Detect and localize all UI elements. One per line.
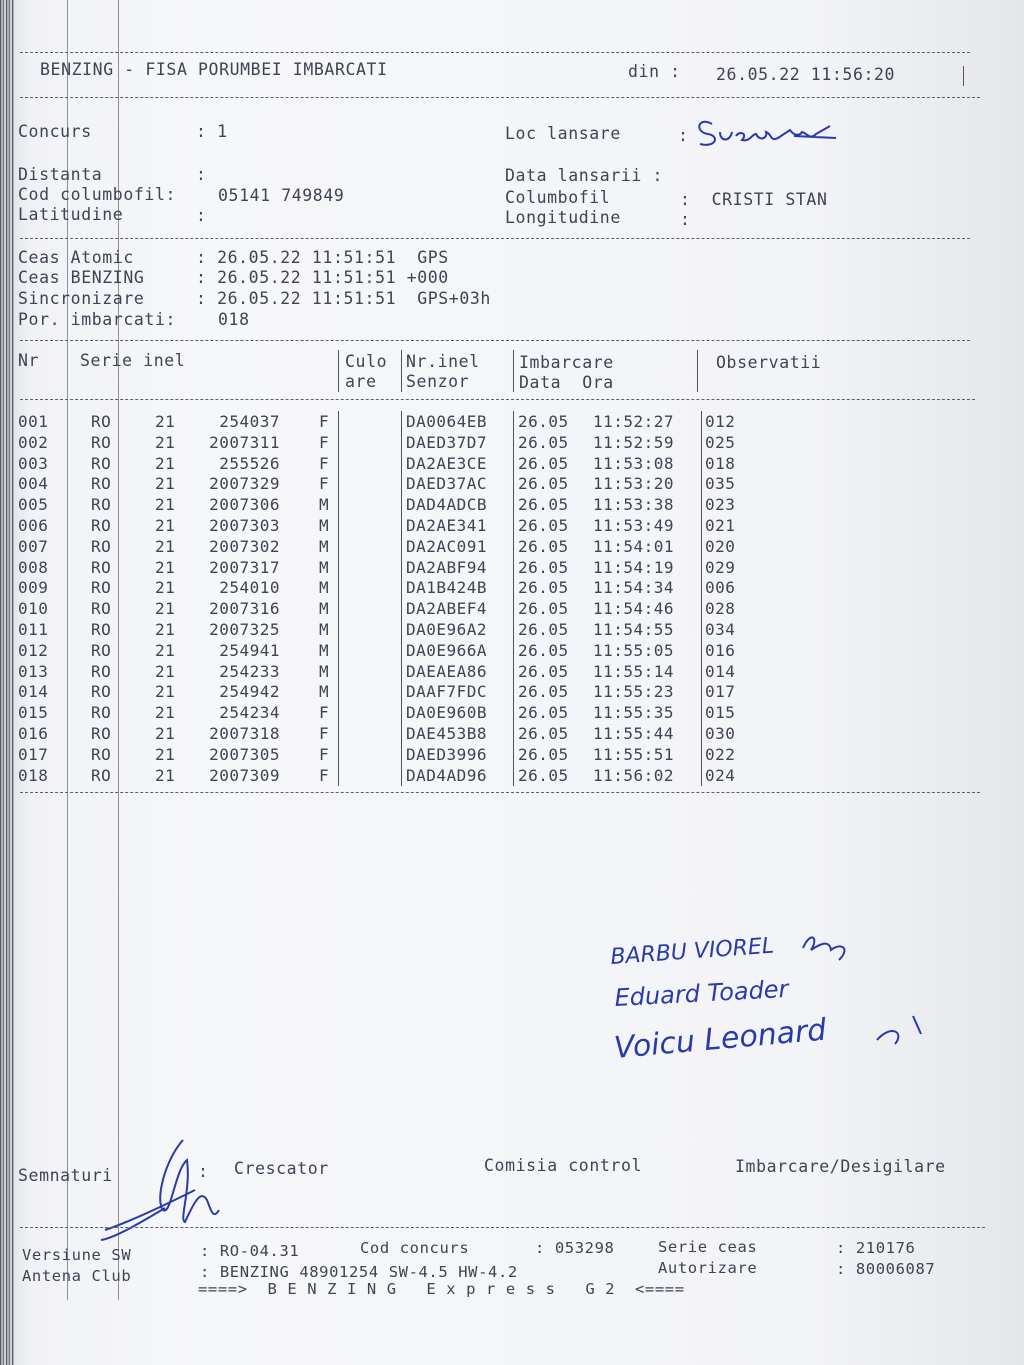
row-inel: 254037 <box>219 412 280 431</box>
row-an: 21 <box>155 432 176 452</box>
row-inel: 2007329 <box>209 474 280 494</box>
row-data: 26.05 <box>518 578 569 598</box>
row-data: 26.05 <box>518 557 569 577</box>
col-serie-inel: Serie inel <box>80 351 186 370</box>
col-nr-inel-1: Nr.inel <box>406 352 480 371</box>
rule <box>401 350 402 392</box>
row-ora: 11:56:02 <box>593 765 675 785</box>
row-data: 26.05 <box>518 661 569 681</box>
col-culoare-2: are <box>345 372 377 391</box>
row-nr: 005 <box>18 495 49 515</box>
row-senzor: DAED37D7 <box>406 432 488 452</box>
row-data: 26.05 <box>518 412 569 431</box>
row-ora: 11:55:23 <box>593 682 675 702</box>
row-tara: RO <box>91 412 112 431</box>
row-ora: 11:53:08 <box>593 453 675 473</box>
rule <box>20 238 970 239</box>
row-data: 26.05 <box>518 495 569 515</box>
row-observatii: 017 <box>705 682 736 702</box>
row-nr: 016 <box>18 724 49 743</box>
row-senzor: DA2ABEF4 <box>406 599 488 619</box>
table-row <box>14 724 759 744</box>
rule <box>963 66 964 86</box>
row-observatii: 014 <box>705 661 736 681</box>
row-nr: 006 <box>18 516 49 535</box>
row-nr: 004 <box>18 474 49 494</box>
row-senzor: DA0E96A2 <box>406 620 488 639</box>
row-sex: F <box>319 474 330 494</box>
row-tara: RO <box>91 599 112 619</box>
row-senzor: DA1B424B <box>406 578 488 598</box>
row-senzor: DAED37AC <box>406 474 488 494</box>
row-inel: 2007302 <box>209 536 280 556</box>
rule <box>338 350 339 392</box>
row-nr: 014 <box>18 682 49 702</box>
row-ora: 11:55:14 <box>593 661 675 681</box>
row-nr: 008 <box>18 557 49 577</box>
crescator-label: Crescator <box>234 1159 329 1178</box>
row-inel: 2007325 <box>209 620 280 639</box>
row-ora: 11:54:34 <box>593 578 675 598</box>
loc-lansare-handwritten <box>690 112 850 152</box>
row-sex: M <box>319 495 330 515</box>
rule <box>20 792 980 793</box>
antena-club-value: : BENZING 48901254 SW-4.5 HW-4.2 <box>200 1263 518 1281</box>
row-senzor: DA2AE3CE <box>406 453 488 473</box>
table-row <box>14 682 759 702</box>
table-row <box>14 454 759 474</box>
row-nr: 009 <box>18 578 49 598</box>
row-an: 21 <box>155 557 176 577</box>
row-data: 26.05 <box>518 682 569 702</box>
col-observatii: Observatii <box>716 353 822 372</box>
table-row <box>14 766 759 786</box>
porumbei-imbarcati-value: 018 <box>218 310 250 329</box>
row-tara: RO <box>91 765 112 785</box>
row-sex: M <box>319 620 330 639</box>
columbofil-label: Columbofil <box>505 188 611 207</box>
row-an: 21 <box>155 744 176 764</box>
row-an: 21 <box>155 474 176 494</box>
row-tara: RO <box>91 620 112 639</box>
row-sex: F <box>319 453 330 473</box>
latitudine-value: : <box>196 206 207 225</box>
row-inel: 2007311 <box>209 432 280 452</box>
rule <box>513 350 514 392</box>
row-tara: RO <box>91 557 112 577</box>
row-senzor: DAD4AD96 <box>406 765 488 785</box>
row-nr: 015 <box>18 703 49 723</box>
table-row <box>14 558 759 578</box>
row-observatii: 029 <box>705 557 736 577</box>
row-sex: F <box>319 765 330 785</box>
row-tara: RO <box>91 536 112 556</box>
row-data: 26.05 <box>518 453 569 473</box>
row-observatii: 028 <box>705 599 736 619</box>
row-nr: 011 <box>18 620 49 639</box>
table-row <box>14 578 759 598</box>
table-row <box>14 474 759 494</box>
table-row <box>14 662 759 682</box>
row-senzor: DAED3996 <box>406 744 488 764</box>
row-nr: 007 <box>18 536 49 556</box>
row-nr: 018 <box>18 765 49 785</box>
col-imbarcare-2: Data Ora <box>519 373 614 392</box>
table-row <box>14 703 759 723</box>
semnaturi-colon: : <box>198 1162 209 1181</box>
date-label: din : <box>628 62 681 81</box>
ceas-atomic-value: : 26.05.22 11:51:51 GPS <box>196 248 449 267</box>
row-an: 21 <box>155 765 176 785</box>
sincronizare-value: : 26.05.22 11:51:51 GPS+03h <box>196 289 491 308</box>
print-date: 26.05.22 11:56:20 <box>716 65 896 84</box>
sincronizare-label: Sincronizare <box>18 289 145 308</box>
document-title: BENZING - FISA PORUMBEI IMBARCATI <box>40 60 388 79</box>
row-observatii: 022 <box>705 744 736 764</box>
row-observatii: 021 <box>705 516 736 535</box>
ceas-atomic-label: Ceas Atomic <box>18 248 134 267</box>
concurs-value: : 1 <box>196 122 228 141</box>
row-ora: 11:54:46 <box>593 599 675 619</box>
porumbei-imbarcati-label: Por. imbarcati: <box>18 310 177 329</box>
row-inel: 254233 <box>219 661 280 681</box>
row-nr: 017 <box>18 744 49 764</box>
row-senzor: DA0E960B <box>406 703 488 723</box>
row-sex: M <box>319 536 330 556</box>
row-inel: 2007306 <box>209 495 280 515</box>
row-ora: 11:52:59 <box>593 432 675 452</box>
table-row <box>14 433 759 453</box>
row-observatii: 023 <box>705 495 736 515</box>
table-row <box>14 537 759 557</box>
rule <box>401 411 402 786</box>
row-tara: RO <box>91 724 112 743</box>
rule <box>20 1227 985 1228</box>
row-an: 21 <box>155 536 176 556</box>
row-observatii: 018 <box>705 453 736 473</box>
row-ora: 11:55:44 <box>593 724 675 743</box>
row-tara: RO <box>91 578 112 598</box>
row-data: 26.05 <box>518 536 569 556</box>
row-ora: 11:53:20 <box>593 474 675 494</box>
ceas-benzing-label: Ceas BENZING <box>18 268 145 287</box>
imbarcare-desigilare-label: Imbarcare/Desigilare <box>735 1157 946 1176</box>
row-inel: 254942 <box>219 682 280 702</box>
row-data: 26.05 <box>518 744 569 764</box>
row-nr: 010 <box>18 599 49 619</box>
row-ora: 11:52:27 <box>593 412 675 431</box>
row-observatii: 015 <box>705 703 736 723</box>
row-inel: 2007303 <box>209 516 280 535</box>
handwritten-committee-names <box>605 920 945 1080</box>
row-data: 26.05 <box>518 516 569 535</box>
row-observatii: 034 <box>705 620 736 639</box>
row-tara: RO <box>91 703 112 723</box>
row-tara: RO <box>91 495 112 515</box>
row-data: 26.05 <box>518 432 569 452</box>
rule <box>20 52 970 53</box>
row-ora: 11:54:55 <box>593 620 675 639</box>
row-observatii: 024 <box>705 765 736 785</box>
row-an: 21 <box>155 724 176 743</box>
comisia-control-label: Comisia control <box>484 1156 643 1175</box>
row-sex: F <box>319 744 330 764</box>
row-an: 21 <box>155 640 176 660</box>
rule <box>20 340 970 341</box>
row-inel: 2007317 <box>209 557 280 577</box>
longitudine-label: Longitudine <box>505 208 621 227</box>
antena-club-label: Antena Club <box>22 1267 132 1285</box>
row-an: 21 <box>155 516 176 535</box>
distanta-value: : <box>196 165 207 184</box>
row-observatii: 020 <box>705 536 736 556</box>
row-inel: 2007309 <box>209 765 280 785</box>
row-inel: 254941 <box>219 640 280 660</box>
data-lansarii-label: Data lansarii : <box>505 166 664 185</box>
row-tara: RO <box>91 661 112 681</box>
row-sex: M <box>319 578 330 598</box>
rule <box>697 350 698 392</box>
row-observatii: 016 <box>705 640 736 660</box>
row-observatii: 035 <box>705 474 736 494</box>
row-observatii: 025 <box>705 432 736 452</box>
row-ora: 11:54:19 <box>593 557 675 577</box>
row-data: 26.05 <box>518 599 569 619</box>
cod-concurs-value: : 053298 <box>535 1239 615 1257</box>
crescator-signature <box>95 1130 245 1250</box>
versiune-sw-label: Versiune SW <box>22 1246 132 1264</box>
row-sex: M <box>319 557 330 577</box>
row-an: 21 <box>155 682 176 702</box>
row-senzor: DA2AC091 <box>406 536 488 556</box>
row-senzor: DAE453B8 <box>406 724 488 743</box>
row-inel: 2007318 <box>209 724 280 743</box>
handwritten-name: BARBU VIOREL <box>609 933 775 970</box>
row-observatii: 006 <box>705 578 736 598</box>
rule <box>513 411 514 786</box>
latitudine-label: Latitudine <box>18 205 124 224</box>
row-ora: 11:55:35 <box>593 703 675 723</box>
col-nr-inel-2: Senzor <box>406 372 470 391</box>
benzing-express-banner: ====> B E N Z I N G E x p r e s s G 2 <==== <box>198 1280 685 1298</box>
handwritten-name: Voicu Leonard <box>612 1012 828 1066</box>
row-senzor: DAEAEA86 <box>406 661 488 681</box>
table-row <box>14 599 759 619</box>
row-an: 21 <box>155 599 176 619</box>
versiune-sw-value: : RO-04.31 <box>200 1242 300 1260</box>
row-tara: RO <box>91 640 112 660</box>
row-data: 26.05 <box>518 640 569 660</box>
row-data: 26.05 <box>518 765 569 785</box>
row-an: 21 <box>155 578 176 598</box>
serie-ceas-label: Serie ceas <box>658 1238 758 1256</box>
row-ora: 11:53:38 <box>593 495 675 515</box>
row-ora: 11:55:05 <box>593 640 675 660</box>
row-observatii: 012 <box>705 412 736 431</box>
longitudine-value: : <box>680 210 691 229</box>
col-culoare-1: Culo <box>345 352 388 371</box>
row-nr: 001 <box>18 412 49 431</box>
distanta-label: Distanta <box>18 165 103 184</box>
row-tara: RO <box>91 682 112 702</box>
row-ora: 11:54:01 <box>593 536 675 556</box>
rule <box>338 411 339 786</box>
table-row <box>14 412 759 432</box>
rule <box>701 411 702 786</box>
table-row <box>14 745 759 765</box>
row-inel: 255526 <box>219 453 280 473</box>
row-nr: 003 <box>18 453 49 473</box>
row-an: 21 <box>155 620 176 639</box>
row-tara: RO <box>91 744 112 764</box>
serie-ceas-value: : 210176 <box>836 1239 916 1257</box>
row-sex: F <box>319 703 330 723</box>
row-an: 21 <box>155 703 176 723</box>
rule <box>20 97 980 98</box>
row-sex: M <box>319 682 330 702</box>
autorizare-value: : 80006087 <box>836 1260 936 1278</box>
row-sex: M <box>319 661 330 681</box>
loc-lansare-colon: : <box>678 126 689 145</box>
table-row <box>14 495 759 515</box>
row-inel: 2007316 <box>209 599 280 619</box>
row-an: 21 <box>155 495 176 515</box>
row-inel: 254234 <box>219 703 280 723</box>
row-sex: F <box>319 412 330 431</box>
row-tara: RO <box>91 453 112 473</box>
row-senzor: DA0E966A <box>406 640 488 660</box>
row-data: 26.05 <box>518 620 569 639</box>
row-senzor: DAAF7FDC <box>406 682 488 702</box>
row-sex: F <box>319 724 330 743</box>
row-observatii: 030 <box>705 724 736 743</box>
row-inel: 2007305 <box>209 744 280 764</box>
semnaturi-label: Semnaturi <box>18 1166 113 1185</box>
row-sex: M <box>319 516 330 535</box>
rule <box>20 399 975 400</box>
cod-concurs-label: Cod concurs <box>360 1239 470 1257</box>
row-ora: 11:53:49 <box>593 516 675 535</box>
row-data: 26.05 <box>518 703 569 723</box>
concurs-label: Concurs <box>18 122 92 141</box>
loc-lansare-label: Loc lansare <box>505 124 621 143</box>
table-row <box>14 620 759 640</box>
row-sex: M <box>319 599 330 619</box>
row-nr: 012 <box>18 640 49 660</box>
row-data: 26.05 <box>518 724 569 743</box>
autorizare-label: Autorizare <box>658 1259 758 1277</box>
row-sex: M <box>319 640 330 660</box>
handwritten-name: Eduard Toader <box>613 974 790 1012</box>
table-row <box>14 516 759 536</box>
row-senzor: DA0064EB <box>406 412 488 431</box>
row-senzor: DAD4ADCB <box>406 495 488 515</box>
row-data: 26.05 <box>518 474 569 494</box>
row-tara: RO <box>91 474 112 494</box>
columbofil-value: : CRISTI STAN <box>680 190 828 209</box>
cod-columbofil-value: 05141 749849 <box>218 186 345 205</box>
col-imbarcare-1: Imbarcare <box>519 353 614 372</box>
row-nr: 013 <box>18 661 49 681</box>
row-an: 21 <box>155 453 176 473</box>
row-nr: 002 <box>18 432 49 452</box>
col-nr: Nr <box>18 351 40 370</box>
row-tara: RO <box>91 516 112 535</box>
row-senzor: DA2AE341 <box>406 516 488 535</box>
row-inel: 254010 <box>219 578 280 598</box>
row-tara: RO <box>91 432 112 452</box>
table-row <box>14 641 759 661</box>
scan-edge <box>0 0 14 1365</box>
cod-columbofil-label: Cod columbofil: <box>18 185 177 204</box>
row-senzor: DA2ABF94 <box>406 557 488 577</box>
row-an: 21 <box>155 661 176 681</box>
row-ora: 11:55:51 <box>593 744 675 764</box>
ceas-benzing-value: : 26.05.22 11:51:51 +000 <box>196 268 449 287</box>
row-sex: F <box>319 432 330 452</box>
row-an: 21 <box>155 412 176 431</box>
